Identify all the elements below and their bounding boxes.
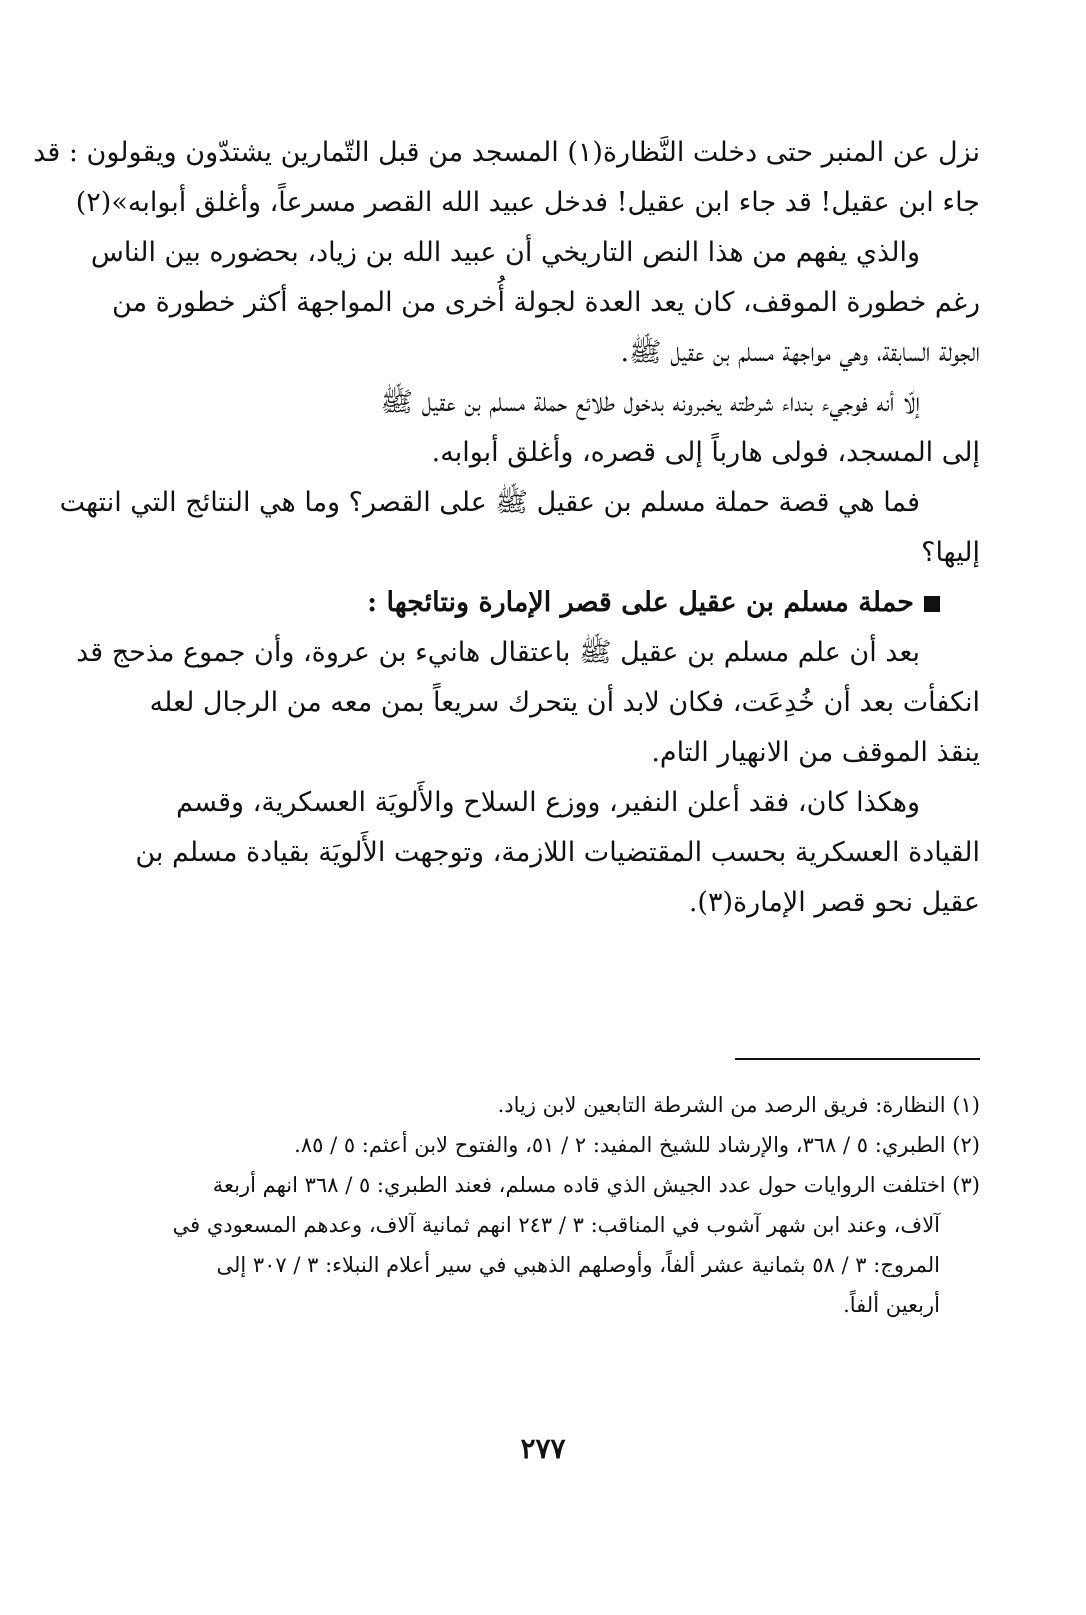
body-line-7: إلى المسجد، فولى هارباً إلى قصره، وأغلق أبوابه. bbox=[431, 437, 980, 468]
footnote-3-line-4: أربعين ألفاً. bbox=[843, 1293, 940, 1317]
footnotes bbox=[150, 1085, 980, 1325]
body-line-2: جاء ابن عقيل! قد جاء ابن عقيل! فدخل عبيد الله القصر مسرعاً، وأغلق أبوابه»(٢) bbox=[75, 187, 980, 218]
body-line-3: والذي يفهم من هذا النص التاريخي أن عبيد الله بن زياد، بحضوره بين الناس bbox=[90, 237, 920, 268]
page-number: ٢٧٧ bbox=[520, 1432, 566, 1465]
body-line-13: وهكذا كان، فقد أعلن النفير، ووزع السلاح والأَلويَة العسكرية، وقسم bbox=[176, 787, 920, 818]
square-bullet-icon bbox=[924, 596, 940, 612]
footnote-1: (١) النظارة: فريق الرصد من الشرطة التابعين لابن زياد. bbox=[497, 1093, 980, 1117]
footnote-3-line-1: (٣) اختلفت الروايات حول عدد الجيش الذي قاده مسلم، فعند الطبري: ٥ / ٣٦٨ انهم أربعة bbox=[212, 1173, 980, 1197]
body-line-10: بعد أن علم مسلم بن عقيل ﷺ باعتقال هانيء بن عروة، وأن جموع مذحج قد bbox=[76, 637, 920, 668]
section-heading-text: حملة مسلم بن عقيل على قصر الإمارة ونتائجها : bbox=[367, 587, 914, 618]
footnote-divider bbox=[735, 1058, 980, 1060]
footnote-3-line-3: المروج: ٣ / ٥٨ بثمانية عشر ألفاً، وأوصلهم الذهبي في سير أعلام النبلاء: ٣ / ٣٠٧ إلى bbox=[216, 1253, 940, 1277]
body-line-5: الجولة السابقة، وهي مواجهة مسلم بن عقيل ﷺ. bbox=[620, 337, 980, 368]
footnote-3-line-2: آلاف، وعند ابن شهر آشوب في المناقب: ٣ / ٢٤٣ انهم ثمانية آلاف، وعدهم المسعودي في bbox=[172, 1213, 940, 1237]
body-line-8: فما هي قصة حملة مسلم بن عقيل ﷺ على القصر؟ وما هي النتائج التي انتهت bbox=[59, 487, 920, 518]
footnote-2: (٢) الطبري: ٥ / ٣٦٨، والإرشاد للشيخ المفيد: ٢ / ٥١، والفتوح لابن أعثم: ٥ / ٨٥. bbox=[294, 1133, 980, 1157]
body-line-4: رغم خطورة الموقف، كان يعد العدة لجولة أُخرى من المواجهة أكثر خطورة من bbox=[112, 287, 980, 318]
body-line-1: نزل عن المنبر حتى دخلت النَّظارة(١) المسجد من قبل التّمارين يشتدّون ويقولون : قد bbox=[33, 137, 980, 168]
main-text bbox=[33, 128, 980, 928]
body-line-15: عقيل نحو قصر الإمارة(٣). bbox=[688, 887, 980, 918]
body-line-9: إليها؟ bbox=[921, 537, 980, 568]
body-line-11: انكفأت بعد أن خُدِعَت، فكان لابد أن يتحرك سريعاً بمن معه من الرجال لعله bbox=[149, 687, 980, 718]
body-line-14: القيادة العسكرية بحسب المقتضيات اللازمة، وتوجهت الأَلويَة بقيادة مسلم بن bbox=[135, 837, 980, 868]
body-line-12: ينقذ الموقف من الانهيار التام. bbox=[651, 737, 980, 768]
body-line-6: إلّا أنه فوجيء بنداء شرطته يخبرونه بدخول طلائع حملة مسلم بن عقيل ﷺ bbox=[380, 387, 920, 418]
section-heading bbox=[150, 578, 980, 628]
